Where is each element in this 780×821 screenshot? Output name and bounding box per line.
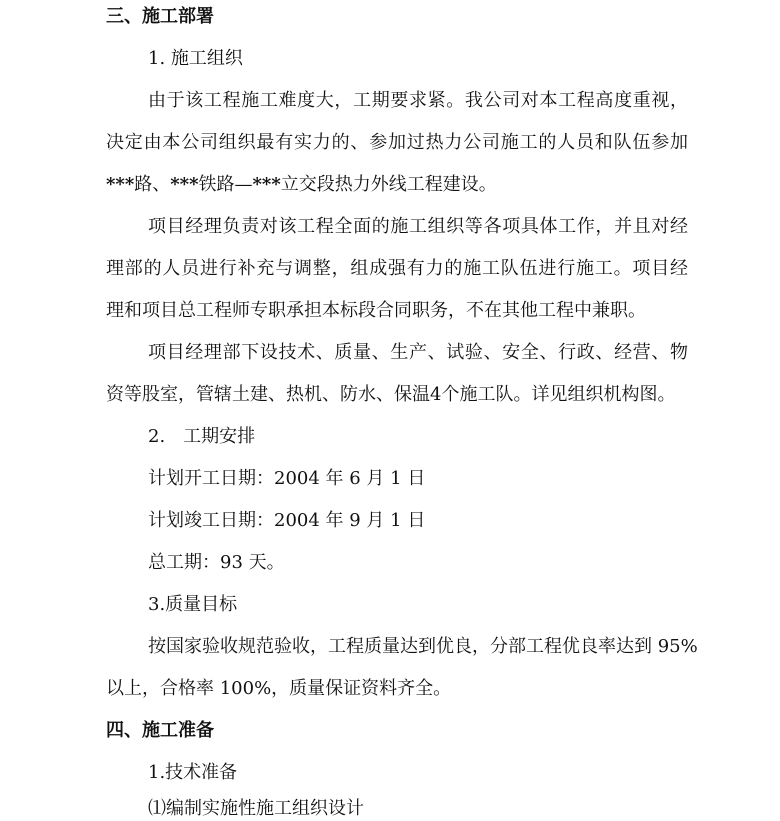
paragraph-line: 以上，合格率 100%，质量保证资料齐全。 (106, 678, 452, 699)
paragraph-text: 铁路— (198, 174, 253, 195)
paragraph-line: 项目经理部下设技术、质量、生产、试验、安全、行政、经营、物 (148, 342, 688, 363)
paragraph-text: 立交段热力外线工程建设。 (280, 174, 497, 195)
paragraph-line: 资等股室，管辖土建、热机、防水、保温4个施工队。详见组织机构图。 (106, 384, 676, 405)
paragraph-line (106, 173, 497, 197)
masked-name: *** (170, 174, 199, 195)
paragraph-line: 理部的人员进行补充与调整，组成强有力的施工队伍进行施工。项目经 (106, 258, 688, 279)
planned-start-date: 计划开工日期：2004 年 6 月 1 日 (148, 468, 426, 489)
masked-name: *** (252, 174, 281, 195)
subsection-title-technical-preparation: 1.技术准备 (148, 762, 238, 783)
section-heading-4: 四、施工准备 (106, 720, 214, 741)
masked-name: *** (106, 174, 135, 195)
paragraph-text: 路、 (134, 174, 171, 195)
subsection-title-schedule: 2. 工期安排 (148, 426, 256, 447)
paragraph-line: 由于该工程施工难度大，工期要求紧。我公司对本工程高度重视， (148, 90, 688, 111)
paragraph-line: 决定由本公司组织最有实力的、参加过热力公司施工的人员和队伍参加 (106, 132, 688, 153)
planned-completion-date: 计划竣工日期：2004 年 9 月 1 日 (148, 510, 426, 531)
subsection-title-quality-target: 3.质量目标 (148, 594, 238, 615)
paragraph-line: 按国家验收规范验收，工程质量达到优良，分部工程优良率达到 95% (148, 636, 698, 657)
total-duration: 总工期：93 天。 (148, 552, 285, 573)
section-heading-3: 三、施工部署 (106, 6, 214, 27)
paragraph-line: 理和项目总工程师专职承担本标段合同职务，不在其他工程中兼职。 (106, 300, 646, 321)
subsection-title-construction-organization: 1. 施工组织 (148, 48, 243, 69)
paragraph-line: 项目经理负责对该工程全面的施工组织等各项具体工作，并且对经 (148, 216, 688, 237)
list-item: ⑴编制实施性施工组织设计 (148, 798, 364, 819)
